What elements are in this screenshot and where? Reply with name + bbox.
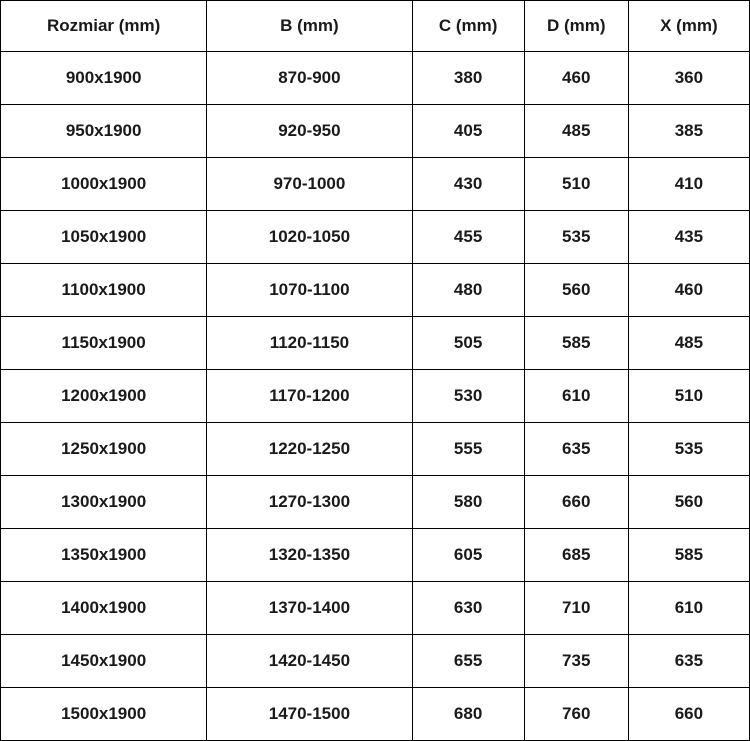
- table-row: [1, 582, 750, 635]
- cell-d: 660: [524, 476, 628, 529]
- cell-b: 1220-1250: [207, 423, 412, 476]
- cell-x: 560: [628, 476, 749, 529]
- cell-rozmiar: 1500x1900: [1, 688, 207, 741]
- cell-c: 605: [412, 529, 524, 582]
- cell-c: 580: [412, 476, 524, 529]
- cell-rozmiar: 1250x1900: [1, 423, 207, 476]
- cell-x: 635: [628, 635, 749, 688]
- cell-x: 460: [628, 264, 749, 317]
- cell-rozmiar: 1400x1900: [1, 582, 207, 635]
- cell-d: 510: [524, 158, 628, 211]
- cell-d: 760: [524, 688, 628, 741]
- cell-c: 655: [412, 635, 524, 688]
- cell-x: 410: [628, 158, 749, 211]
- cell-x: 585: [628, 529, 749, 582]
- cell-b: 1270-1300: [207, 476, 412, 529]
- table-row: [1, 105, 750, 158]
- cell-rozmiar: 1350x1900: [1, 529, 207, 582]
- cell-rozmiar: 1150x1900: [1, 317, 207, 370]
- table-row: [1, 158, 750, 211]
- cell-c: 555: [412, 423, 524, 476]
- cell-d: 485: [524, 105, 628, 158]
- cell-d: 685: [524, 529, 628, 582]
- cell-x: 660: [628, 688, 749, 741]
- cell-x: 360: [628, 52, 749, 105]
- cell-b: 1070-1100: [207, 264, 412, 317]
- table-row: [1, 264, 750, 317]
- cell-b: 1020-1050: [207, 211, 412, 264]
- cell-rozmiar: 1100x1900: [1, 264, 207, 317]
- cell-rozmiar: 1000x1900: [1, 158, 207, 211]
- table-row: [1, 211, 750, 264]
- table-row: [1, 476, 750, 529]
- cell-c: 630: [412, 582, 524, 635]
- cell-b: 1420-1450: [207, 635, 412, 688]
- cell-d: 735: [524, 635, 628, 688]
- cell-c: 530: [412, 370, 524, 423]
- cell-d: 535: [524, 211, 628, 264]
- cell-b: 970-1000: [207, 158, 412, 211]
- cell-x: 510: [628, 370, 749, 423]
- table-row: [1, 52, 750, 105]
- cell-b: 870-900: [207, 52, 412, 105]
- cell-b: 1370-1400: [207, 582, 412, 635]
- cell-rozmiar: 950x1900: [1, 105, 207, 158]
- cell-c: 380: [412, 52, 524, 105]
- cell-rozmiar: 1300x1900: [1, 476, 207, 529]
- cell-b: 920-950: [207, 105, 412, 158]
- cell-c: 455: [412, 211, 524, 264]
- cell-d: 710: [524, 582, 628, 635]
- cell-x: 485: [628, 317, 749, 370]
- cell-b: 1320-1350: [207, 529, 412, 582]
- cell-rozmiar: 1200x1900: [1, 370, 207, 423]
- cell-x: 535: [628, 423, 749, 476]
- cell-d: 610: [524, 370, 628, 423]
- table-body: [1, 52, 750, 741]
- cell-b: 1120-1150: [207, 317, 412, 370]
- table-header: [1, 1, 750, 52]
- cell-c: 505: [412, 317, 524, 370]
- cell-c: 405: [412, 105, 524, 158]
- column-header-c: C (mm): [412, 1, 524, 52]
- column-header-d: D (mm): [524, 1, 628, 52]
- cell-x: 385: [628, 105, 749, 158]
- cell-c: 480: [412, 264, 524, 317]
- cell-b: 1170-1200: [207, 370, 412, 423]
- table-row: [1, 317, 750, 370]
- cell-c: 680: [412, 688, 524, 741]
- column-header-x: X (mm): [628, 1, 749, 52]
- table-header-row: [1, 1, 750, 52]
- table-row: [1, 635, 750, 688]
- cell-d: 460: [524, 52, 628, 105]
- table-row: [1, 688, 750, 741]
- cell-d: 560: [524, 264, 628, 317]
- column-header-rozmiar: Rozmiar (mm): [1, 1, 207, 52]
- cell-d: 635: [524, 423, 628, 476]
- cell-rozmiar: 1050x1900: [1, 211, 207, 264]
- column-header-b: B (mm): [207, 1, 412, 52]
- cell-x: 435: [628, 211, 749, 264]
- table-row: [1, 370, 750, 423]
- cell-b: 1470-1500: [207, 688, 412, 741]
- cell-x: 610: [628, 582, 749, 635]
- table-row: [1, 529, 750, 582]
- cell-rozmiar: 900x1900: [1, 52, 207, 105]
- table-row: [1, 423, 750, 476]
- cell-rozmiar: 1450x1900: [1, 635, 207, 688]
- cell-d: 585: [524, 317, 628, 370]
- cell-c: 430: [412, 158, 524, 211]
